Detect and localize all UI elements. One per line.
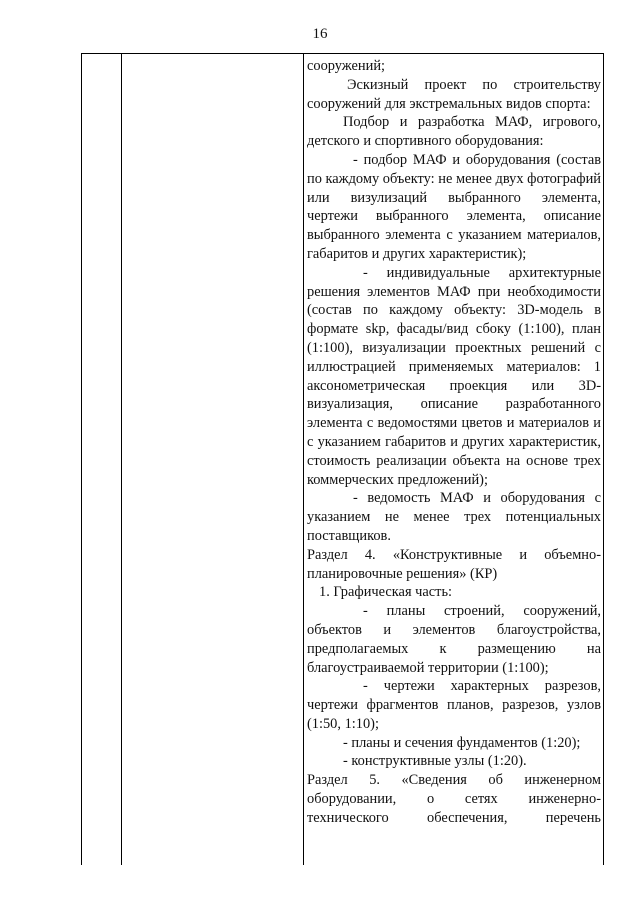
paragraph: - конструктивные узлы (1:20). <box>343 753 527 770</box>
paragraph: Раздел 5. «Сведения об инженерном оборудовании, о сетях инженерно-технического обеспечения, перечень <box>307 772 601 826</box>
column-divider-1 <box>121 54 122 865</box>
paragraph: Эскизный проект по строительству сооружений для экстремальных видов спорта: <box>307 76 601 112</box>
paragraph: - подбор МАФ и оборудования (состав по каждому объекту: не менее двух фотографий или визулизаций выбранного элемента, чертежи выбранного элемента, описание выбранного элемента с указанием материалов, габаритов и других характеристик); <box>307 151 601 262</box>
column-divider-2 <box>303 54 304 865</box>
paragraph: Раздел 4. «Конструктивные и объемно-планировочные решения» (КР) <box>307 546 601 582</box>
paragraph: - ведомость МАФ и оборудования с указанием не менее трех потенциальных поставщиков. <box>307 490 601 544</box>
paragraph: Подбор и разработка МАФ, игрового, детского и спортивного оборудования: <box>307 114 601 150</box>
paragraph: - чертежи характерных разрезов, чертежи фрагментов планов, разрезов, узлов (1:50, 1:10); <box>307 678 601 732</box>
paragraph: - индивидуальные архитектурные решения элементов МАФ при необходимости (состав по каждому объекту: 3D-модель в формате skp, фасады/вид сбоку (1:100), план (1:100), визуализации проектных решений с иллюстрацией применяемых материалов: 1 аксонометрическая проекция или 3D-визуализация, описание разработанного элемента с ведомостями цветов и материалов и с указанием габаритов и других характеристик, стоимость реализации объекта на основе трех коммерческих предложений); <box>307 264 601 488</box>
paragraph: - планы строений, сооружений, объектов и элементов благоустройства, предполагаемых к размещению на благоустраиваемой территории (1:100); <box>307 603 601 676</box>
page-number: 16 <box>312 26 328 42</box>
paragraph: - планы и сечения фундаментов (1:20); <box>343 734 581 751</box>
table-cell-text <box>307 57 601 828</box>
paragraph: 1. Графическая часть: <box>319 584 453 601</box>
paragraph: сооружений; <box>307 58 386 74</box>
